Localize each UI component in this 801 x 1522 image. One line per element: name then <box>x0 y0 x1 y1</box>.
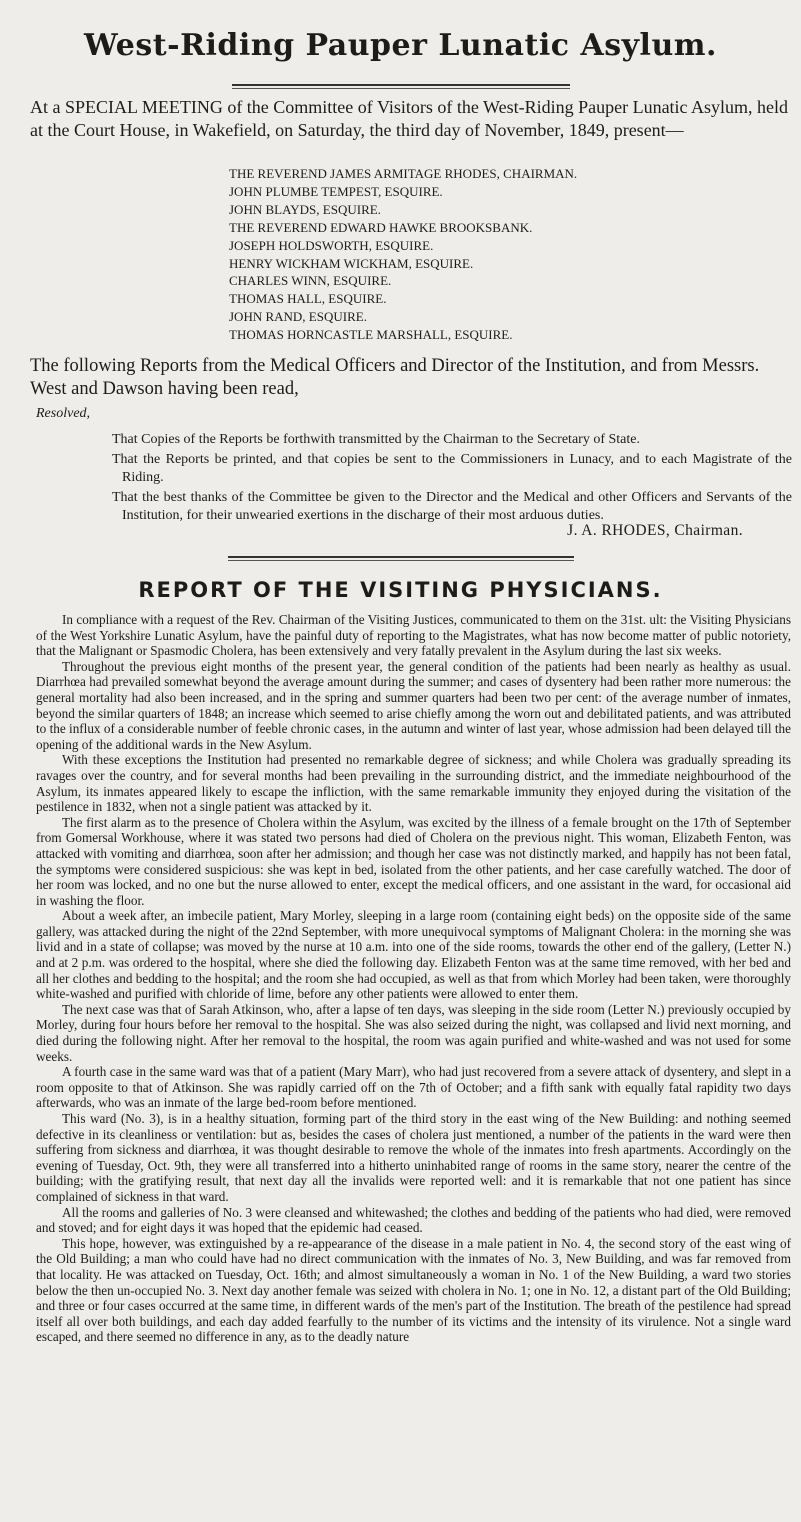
attendee: THE REVEREND EDWARD HAWKE BROOKSBANK. <box>229 219 533 235</box>
report-paragraph: In compliance with a request of the Rev. Chairman of the Visiting Justices, communicated to them on the 31st. ult: the Visiting Physicians of the West Yorkshire Lunatic Asylum, have the painful duty of reporting to the Magistrates, what has now become matter of public notoriety, that the Malignant or Spasmodic Cholera, has been extensively and very fatally prevalent in the Asylum during the last six weeks. <box>36 612 791 659</box>
title-rule <box>232 84 570 86</box>
report-paragraph: A fourth case in the same ward was that of a patient (Mary Marr), who had just recovered from a severe attack of dysentery, and slept in a room opposite to that of Atkinson. She was rapidly carried off on the 7th of October; and a fifth sank with equally fatal rapidity two days afterwards, who was an inmate of the large bed-room before mentioned. <box>36 1064 791 1111</box>
attendee-list <box>229 165 577 344</box>
resolved-label: Resolved, <box>36 406 91 421</box>
report-paragraph: With these exceptions the Institution had presented no remarkable degree of sickness; and while Cholera was gradually spreading its ravages over the country, and for several months had been prevailing in the surrounding district, and the immediate neighbourhood of the Asylum, its inmates appeared likely to escape the infliction, with the same remarkable immunity they enjoyed during the visitation of the pestilence in 1832, when not a single patient was attacked by it. <box>36 752 791 815</box>
meeting-intro: At a SPECIAL MEETING of the Committee of Visitors of the West-Riding Pauper Lunatic Asylum, held at the Court House, in Wakefield, on Saturday, the third day of November, 1849, present— <box>30 97 789 140</box>
report-paragraph: Throughout the previous eight months of the present year, the general condition of the patients had been nearly as healthy as usual. Diarrhœa had prevailed somewhat beyond the average amount during the summer; and cases of dysentery had been rather more numerous: the general mortality had also been increased, and in the spring and summer quarters had been two per cent: of the average number of inmates, beyond the similar quarters of 1848; an increase which seemed to arise chiefly among the worn out and debilitated patients, and was attributed to the influx of a considerable number of feeble chronic cases, in the autumn and winter of last year, whose admission had been delayed till the opening of the additional wards in the New Asylum. <box>36 658 791 752</box>
attendee: JOHN BLAYDS, ESQUIRE. <box>229 201 381 217</box>
report-paragraph: All the rooms and galleries of No. 3 were cleansed and whitewashed; the clothes and bedding of the patients who had died, were removed and stoved; and for eight days it was hoped that the epidemic had ceased. <box>36 1204 791 1236</box>
report-body <box>36 612 791 1345</box>
report-paragraph: The next case was that of Sarah Atkinson, who, after a lapse of ten days, was sleeping in the side room (Letter N.) previously occupied by Morley, during four hours before her removal to the hospital. She was also seized during the night, was collapsed and livid next morning, and died during the following night. After her removal to the hospital, the room was again purified and white-washed and was not used for some weeks. <box>36 1001 791 1064</box>
section-rule <box>228 556 574 558</box>
attendee: JOHN RAND, ESQUIRE. <box>229 309 367 325</box>
reports-read-statement: The following Reports from the Medical Officers and Director of the Institution, and from Messrs. West and Dawson having been read, <box>30 356 760 399</box>
attendee: THE REVEREND JAMES ARMITAGE RHODES, CHAIRMAN. <box>229 166 578 181</box>
resolution-2 <box>112 451 792 486</box>
resolution-3 <box>112 489 792 524</box>
attendee: THOMAS HORNCASTLE MARSHALL, ESQUIRE. <box>229 327 513 343</box>
resolution-1 <box>112 431 792 449</box>
report-paragraph: About a week after, an imbecile patient, Mary Morley, sleeping in a large room (containing eight beds) on the opposite side of the same gallery, was attacked during the night of the 22nd September, with more unequivocal symptoms of Malignant Cholera: in the morning she was livid and in a state of collapse; was moved by the nurse at 10 a.m. into one of the side rooms, towards the other end of the gallery, (Letter N.) and at 2 p.m. was ordered to the hospital, where she died the following day. Elizabeth Fenton was at the same time removed, with her bed and all her clothes and bedding to the hospital; and the room she had occupied, as well as that from which Morley had been taken, were thoroughly white-washed and purified with chloride of lime, before any other patients were allowed to enter them. <box>36 908 791 1002</box>
page-title: West-Riding Pauper Lunatic Asylum. <box>84 28 717 63</box>
resolution-text: That Copies of the Reports be forthwith transmitted by the Chairman to the Secretary of State. <box>112 432 640 447</box>
report-title: REPORT OF THE VISITING PHYSICIANS. <box>138 578 663 602</box>
attendee: JOHN PLUMBE TEMPEST, ESQUIRE. <box>229 183 443 199</box>
attendee: CHARLES WINN, ESQUIRE. <box>229 273 392 289</box>
chairman-signature: J. A. RHODES, Chairman. <box>567 522 743 539</box>
report-paragraph: The first alarm as to the presence of Cholera within the Asylum, was excited by the illness of a female brought on the 17th of September from Gomersal Workhouse, where it was stated two persons had died of Cholera on the previous night. This woman, Elizabeth Fenton, was attacked with vomiting and diarrhœa, soon after her admission; and though her case was not distinctly marked, and happily has not been fatal, the symptoms were considered suspicious: she was kept in bed, isolated from the other patients, and her case carefully watched. The door of her room was locked, and no one but the nurse allowed to enter, except the medical officers, and one assistant in the ward, for occasional aid in washing the floor. <box>36 814 791 908</box>
attendee: JOSEPH HOLDSWORTH, ESQUIRE. <box>229 237 434 253</box>
report-paragraph: This ward (No. 3), is in a healthy situation, forming part of the third story in the east wing of the New Building: and nothing seemed defective in its cleanliness or ventilation: but as, besides the cases of cholera just mentioned, a number of the patients in the ward were then suffering from sickness and diarrhœa, it was thought desirable to remove the whole of the inmates into fresh apartments. Accordingly on the evening of Tuesday, Oct. 9th, they were all transferred into a hitherto uninhabited range of rooms in the same story, nearer the centre of the building; with the gratifying result, that next day all the invalids were reported well: and it is remarkable that not one patient has since complained of sickness in that ward. <box>36 1111 791 1204</box>
resolution-text: That the best thanks of the Committee be given to the Director and the Medical and other Officers and Servants of the Institution, for their unwearied exertions in the discharge of their most arduous duties. <box>112 490 792 523</box>
resolution-text: That the Reports be printed, and that copies be sent to the Commissioners in Lunacy, and to each Magistrate of the Riding. <box>112 452 792 485</box>
report-paragraph: This hope, however, was extinguished by a re-appearance of the disease in a male patient in No. 4, the second story of the east wing of the Old Building; a man who could have had no direct communication with the inmates of No. 3, New Building, and was far removed from that locality. He was attacked on Tuesday, Oct. 16th; and almost simultaneously a woman in No. 1 of the New Building, a ward two stories below the then un-occupied No. 3. Next day another female was seized with cholera in No. 1; one in No. 12, a distant part of the Old Building; and three or four cases occurred at the same time, in different wards of the men's part of the Institution. The breath of the pestilence had spread itself all over both buildings, and each day added fearfully to the number of its victims and the intensity of its virulence. Not a single ward escaped, and there seemed no difference in any, as to the deadly nature <box>36 1235 791 1345</box>
attendee: HENRY WICKHAM WICKHAM, ESQUIRE. <box>229 255 474 271</box>
attendee: THOMAS HALL, ESQUIRE. <box>229 291 387 307</box>
